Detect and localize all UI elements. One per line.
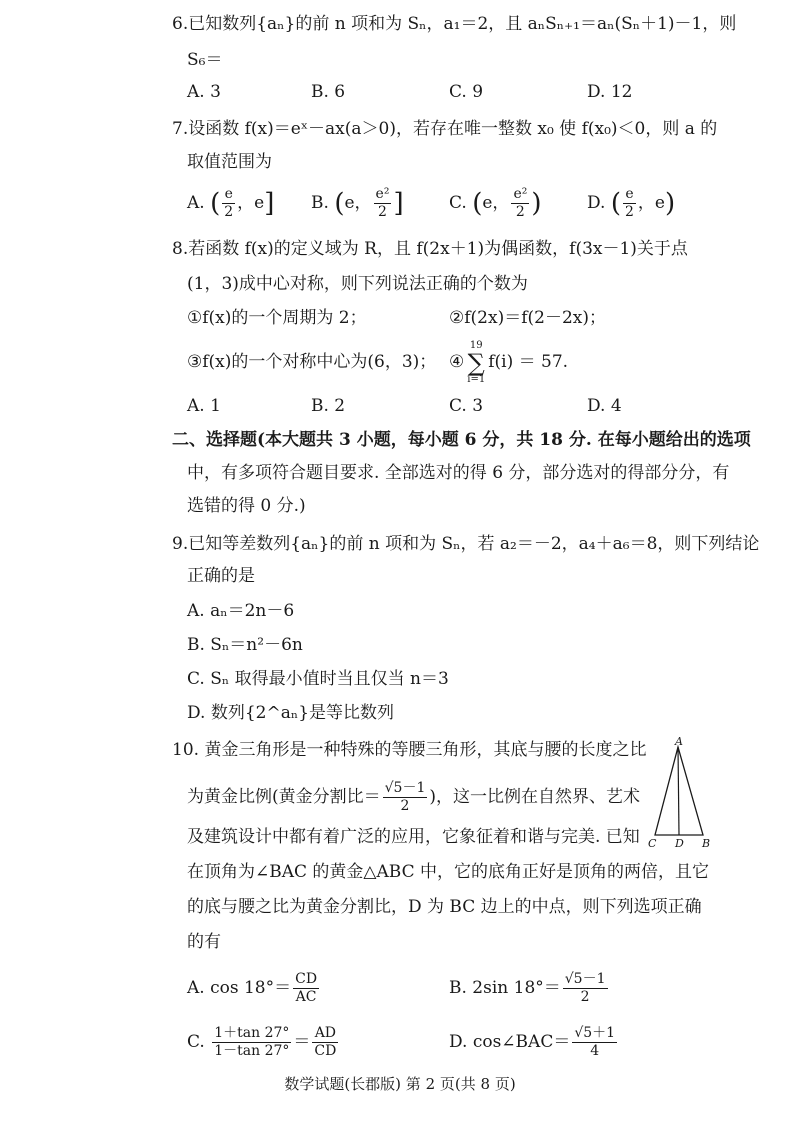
section2-instructions-line2: 中，有多项符合题目要求. 全部选对的得 6 分，部分选对的得部分分，有 [187,463,730,483]
q6-option-b: B. 6 [311,82,346,102]
vertex-label-c: C [648,837,657,850]
section2-instructions-line3: 选错的得 0 分.) [187,496,306,516]
section2-heading: 二、选择题(本大题共 3 小题，每小题 6 分，共 18 分. 在每小题给出的选项 [172,430,751,450]
q10-stem-line4: 在顶角为∠BAC 的黄金△ABC 中，它的底角正好是顶角的两倍，且它 [187,862,709,882]
q6-stem-line2: S₆＝ [187,50,223,70]
summation-symbol: 19 ∑ i=1 [467,339,486,385]
page-footer: 数学试题(长郡版) 第 2 页(共 8 页) [284,1075,516,1093]
q8-option-d: D. 4 [587,396,622,416]
q6-stem-line1: 6.已知数列{aₙ}的前 n 项和为 Sₙ，a₁＝2，且 aₙSₙ₊₁＝aₙ(Sₙ＋1)－1，则 [172,14,737,34]
q8-statement-3: ③f(x)的一个对称中心为(6，3)； [187,352,437,372]
q10-option-d: D. cos∠BAC＝ $\frac{√5+1}{4}$ [449,1025,616,1059]
q10-stem-line6: 的有 [187,932,221,952]
median-ad [678,747,679,835]
q7-option-b: B. (e， $\frac{\text{e²}}{2}$ ] [311,186,404,220]
q9-option-b: B. Sₙ＝n²－6n [187,635,303,655]
q9-option-d: D. 数列{2^aₙ}是等比数列 [187,703,395,723]
vertex-label-b: B [702,837,711,850]
golden-triangle-figure [645,735,715,853]
q7-option-c: C. (e， $\frac{\text{e²}}{2}$ ) [449,186,542,220]
q8-statement-2: ②f(2x)＝f(2－2x)； [449,308,606,328]
q6-option-c: C. 9 [449,82,484,102]
q10-stem-line3: 及建筑设计中都有着广泛的应用，它象征着和谐与完美. 已知 [187,827,640,847]
q10-stem-line1: 10. 黄金三角形是一种特殊的等腰三角形，其底与腰的长度之比 [172,740,647,760]
q9-stem-line2: 正确的是 [187,566,255,586]
point-label-d: D [675,837,684,850]
q9-stem-line1: 9.已知等差数列{aₙ}的前 n 项和为 Sₙ，若 a₂＝－2，a₄＋a₆＝8，则下列结论 [172,534,760,554]
q7-stem-line1: 7.设函数 f(x)＝eˣ－ax(a＞0)，若存在唯一整数 x₀ 使 f(x₀)＜0，则 a 的 [172,119,718,139]
q9-option-a: A. aₙ＝2n－6 [187,601,295,621]
q8-statement-1: ①f(x)的一个周期为 2； [187,308,367,328]
q8-statement-4: ④ 19 ∑ i=1 f(i) ＝ 57. [449,339,569,385]
q10-stem-line2: 为黄金比例(黄金分割比＝ $\frac{√5-1}{2}$ )，这一比例在自然界、艺术 [187,780,641,814]
q9-option-c: C. Sₙ 取得最小值时当且仅当 n＝3 [187,669,449,689]
q6-option-a: A. 3 [187,82,221,102]
q7-stem-line2: 取值范围为 [187,152,272,172]
q7-option-d: D. ( $\frac{e}{2}$ ，e) [587,186,676,220]
q10-option-b: B. 2sin 18°＝ $\frac{√5-1}{2}$ [449,971,606,1005]
q8-option-a: A. 1 [187,396,221,416]
q8-option-c: C. 3 [449,396,484,416]
q8-option-b: B. 2 [311,396,346,416]
q8-stem-line2: (1，3)成中心对称，则下列说法正确的个数为 [187,274,528,294]
q10-stem-line5: 的底与腰之比为黄金分割比，D 为 BC 边上的中点，则下列选项正确 [187,897,702,917]
q6-option-d: D. 12 [587,82,633,102]
q10-option-c: C. $\frac{1+\tan 27^\circ}{1-\tan 27^\circ}$ ＝ $\frac{AD}{CD}$ [187,1025,337,1059]
q10-option-a: A. cos 18°＝ $\frac{CD}{AC}$ [187,971,318,1005]
q7-option-a: A. ( $\frac{e}{2}$ ，e] [187,186,275,220]
q8-stem-line1: 8.若函数 f(x)的定义域为 R，且 f(2x＋1)为偶函数，f(3x－1)关于点 [172,239,688,259]
vertex-label-a: A [675,735,683,748]
